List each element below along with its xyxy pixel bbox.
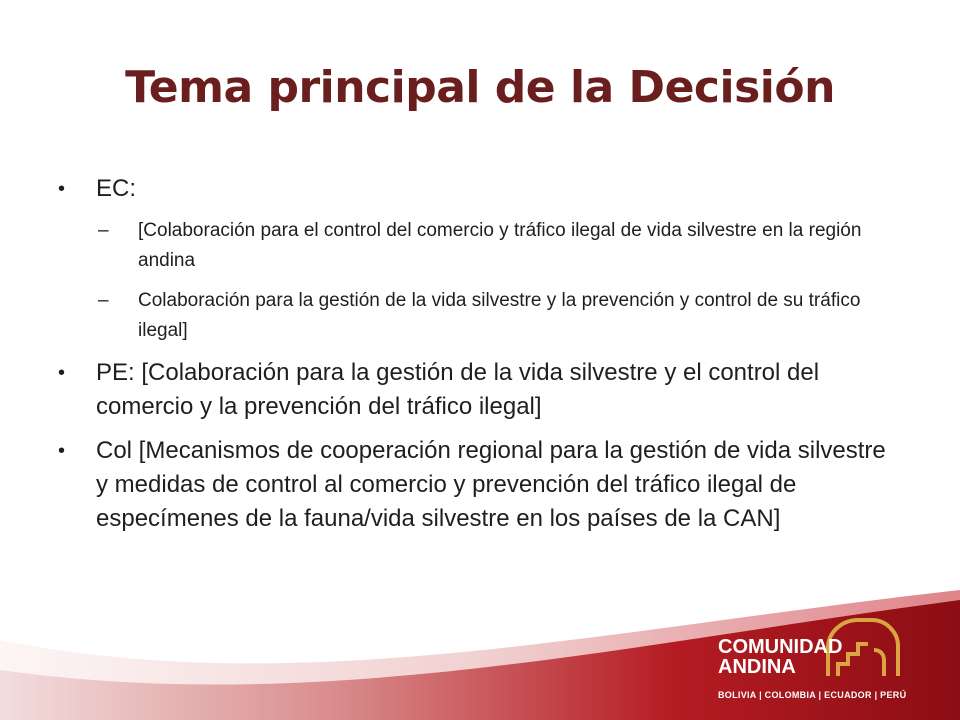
bullet-dot-icon: • [58, 362, 66, 384]
logo-line1: COMUNIDAD [718, 636, 843, 658]
bullet-dot-icon: • [58, 178, 66, 200]
bullet-text: EC: [96, 175, 137, 202]
bullet-text: PE: [Colaboración para la gestión de la vida silvestre y el control del comercio y la prevención del tráfico ilegal] [96, 359, 820, 420]
sub-bullet-text: [Colaboración para el control del comercio y tráfico ilegal de vida silvestre en la región andina [138, 220, 862, 271]
slide-title: Tema principal de la Decisión [125, 62, 835, 113]
logo-text [718, 637, 842, 677]
logo-line2: ANDINA [718, 656, 796, 678]
dash-icon: – [98, 220, 109, 241]
sub-bullet-text: Colaboración para la gestión de la vida silvestre y la prevención y control de su tráfico ilegal] [138, 290, 861, 341]
dash-icon: – [98, 290, 109, 311]
bullet-text: Col [Mecanismos de cooperación regional para la gestión de vida silvestre y medidas de control al comercio y prevención del tráfico ilegal de especímenes de la fauna/vida silvestre en los países de la CAN] [96, 437, 886, 532]
logo-countries: BOLIVIA | COLOMBIA | ECUADOR | PERÚ [718, 690, 907, 700]
bullet-dot-icon: • [58, 440, 66, 462]
